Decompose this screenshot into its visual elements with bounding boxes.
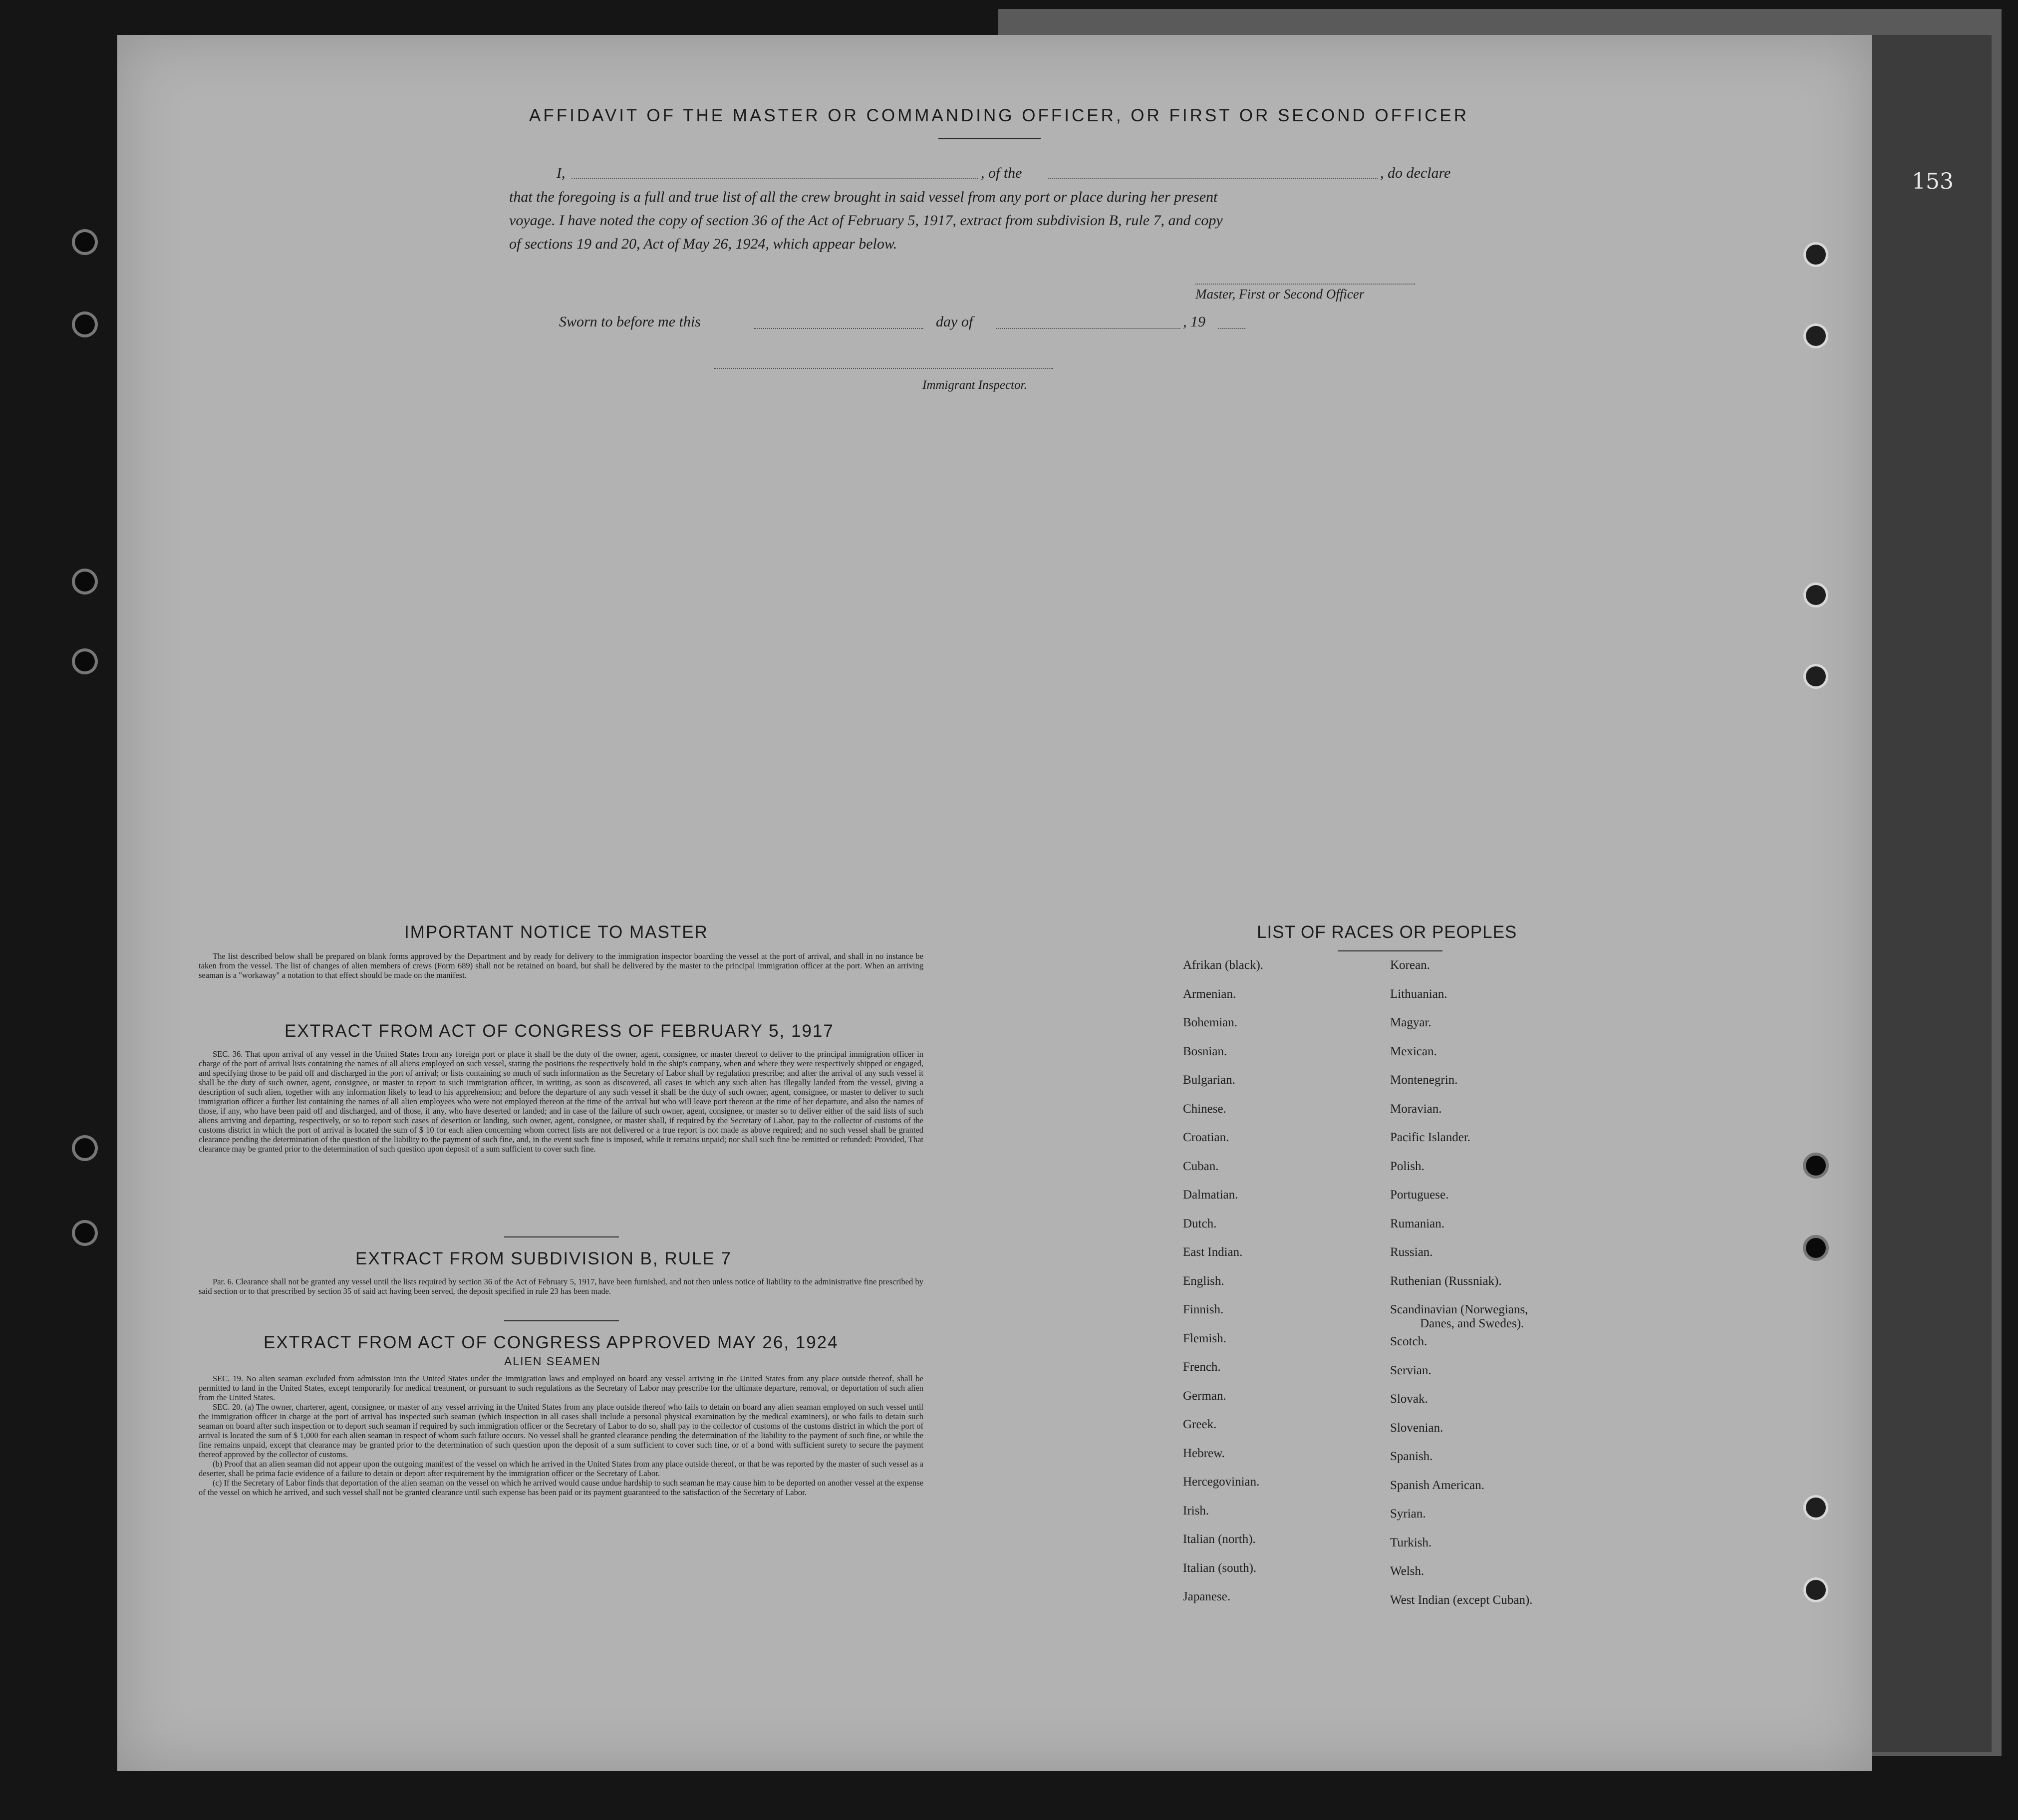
races-title-rule [1338,950,1442,951]
race-item: Afrikan (black). [1183,958,1264,972]
race-item: Bohemian. [1183,1016,1238,1029]
page-binding-edge [1857,35,1992,1752]
section-divider [504,1236,619,1237]
race-item: Finnish. [1183,1303,1224,1316]
binder-hole [1806,585,1826,605]
binder-hole [75,651,95,671]
sworn-year-blank[interactable] [1218,327,1245,329]
race-item: Greek. [1183,1418,1217,1431]
sworn-day-blank[interactable] [754,327,923,329]
race-item: Irish. [1183,1504,1209,1517]
race-item: Russian. [1390,1245,1433,1259]
race-item: Spanish American. [1390,1478,1484,1492]
extract-1924-title: EXTRACT FROM ACT OF CONGRESS APPROVED MAY 26, 1924 [264,1333,839,1352]
race-item: Slovenian. [1390,1421,1443,1435]
binder-hole [1806,1498,1826,1517]
race-item: Bosnian. [1183,1044,1227,1058]
race-item: East Indian. [1183,1245,1243,1259]
race-item: Servian. [1390,1363,1432,1377]
binder-hole [75,314,95,334]
declaration-do-declare: , do declare [1380,165,1451,181]
race-item: Portuguese. [1390,1188,1449,1202]
binder-hole [75,1223,95,1243]
race-item: Turkish. [1390,1535,1432,1549]
binder-hole [75,1138,95,1158]
race-item: Polish. [1390,1159,1425,1173]
notice-text: The list described below shall be prepared on blank forms approved by the Department and by ready for delivery to the immigration inspector boarding the vessel at the port of arrival, and shall in no instance be taken from the vessel. The list of changes of alien members of crews (Form 689) shall not be retained on board, but shall be delivered by the master to the principal immigration officer at the port. When an arriving seaman is a "workaway" a notation to that effect should be made on the manifest. [199,951,923,980]
extract-1917-text: SEC. 36. That upon arrival of any vessel in the United States from any foreign port or place it shall be the duty of the owner, agent, consignee, or master thereof to deliver to the principal immigration officer in charge of the port of arrival lists containing the names of all aliens employed on such vessel, stating the positions the respectively hold in the ship's company, when and where they were respectively shipped or engaged, and specifying those to be paid off and discharged in the port of arrival; or lists containing so much of such information as the Secretary of Labor shall by regulation prescribe; and after the arrival of any such vessel it shall be the duty of such owner, agent, consignee, or master to report to such immigration officer, in writing, as soon as discovered, all cases in which any such alien has illegally landed from the vessel, giving a description of such alien, together with any information likely to lead to his apprehension; and before the departure of any such vessel it shall be the duty of such owner, agent, consignee, or master to deliver to such immigration officer a further list containing the names of all alien employees who were not employed thereon at the time of the arrival but who will leave port thereon at the time of her departure, and also the names of those, if any, who have been paid off and discharged, and of those, if any, who have deserted or landed; and in case of the failure of such owner, agent, consignee, or master so to deliver either of the said lists of such aliens arriving and departing, respectively, or so to report such cases of desertion or landing, such owner, agent, consignee, or master shall, if required by the Secretary of Labor, pay to the collector of customs of the customs district in which the port of arrival is located the sum of $ 10 for each alien concerning whom correct lists are not delivered or a true report is not made as above required; and no such vessel shall be granted clearance pending the determination of the question of the liability to the payment of such fine, and, in the event such fine is imposed, while it remains unpaid; nor shall such fine be remitted or refunded: Provided, That clearance may be granted prior to the determination of such question upon deposit of a sum sufficient to cover such fine. [199,1049,923,1154]
master-signature-blank[interactable] [1195,283,1415,285]
master-signature-label: Master, First or Second Officer [1195,287,1365,302]
race-item: Welsh. [1390,1564,1425,1578]
declaration-line-3: voyage. I have noted the copy of section 36 of the Act of February 5, 1917, extract from subdivision B, rule 7, and copy [509,212,1223,229]
title-rule [938,138,1041,139]
notice-title: IMPORTANT NOTICE TO MASTER [404,922,708,942]
binder-hole [1806,1156,1826,1176]
binder-hole [1806,666,1826,686]
race-item: Spanish. [1390,1450,1433,1463]
day-of-text: day of [936,313,973,330]
declaration-line-4: of sections 19 and 20, Act of May 26, 1924, which appear below. [509,236,897,252]
name-blank[interactable] [572,177,978,179]
extract-1924-subtitle: ALIEN SEAMEN [504,1355,601,1368]
vessel-blank[interactable] [1048,177,1378,179]
race-item: Magyar. [1390,1016,1432,1029]
race-item: Japanese. [1183,1590,1231,1603]
extract-1924-text: SEC. 19. No alien seaman excluded from admission into the United States under the immigration laws and employed on board any vessel arriving in the United States from any place outside thereof, shall be permitted to land in the United States, except temporarily for medical treatment, or pursuant to such regulations as the Secretary of Labor may prescribe for the ultimate departure, removal, or deportation of such alien from the United States. SEC. 20. (a) The owner, charterer, agent, consignee, or master of any vessel arriving in the United States from any place outside thereof who fails to detain on board any alien seaman employed on such vessel until the immigration officer in charge at the port of arrival has inspected such seaman (which inspection in all cases shall include a personal physical examination by the medical examiners), or who fails to detain such seaman on board after such inspection or to deport such seaman if required by such immigration officer or the Secretary of Labor to do so, shall pay to the collector of customs of the customs district in which the port of arrival is located the sum of $ 1,000 for each alien seaman in respect of whom such failure occurs. No vessel shall be granted clearance pending the determination of the liability to the payment of such fine, or while the fine remains unpaid, except that clearance may be granted prior to the determination of such question upon the deposit of a sum sufficient to cover such fine, or of a bond with sufficient surety to secure the payment thereof approved by the collector of customs. (b) Proof that an alien seaman did not appear upon the outgoing manifest of the vessel on which he arrived in the United States from any place outside thereof, or that he was reported by the master of such vessel as a deserter, shall be prima facie evidence of a failure to detain or deport after requirement by the immigration officer or the Secretary of Labor. (c) If the Secretary of Labor finds that deportation of the alien seaman on the vessel on which he arrived would cause undue hardship to such seaman he may cause him to be deported on another vessel at the expense of the vessel on which he arrived, and such vessel shall not be granted clearance until such expense has been paid or its payment guaranteed to the satisfaction of the Secretary of Labor. [199,1374,923,1497]
race-item: Pacific Islander. [1390,1131,1471,1144]
race-item: Syrian. [1390,1507,1426,1520]
extract-rule7-text: Par. 6. Clearance shall not be granted any vessel until the lists required by section 36 of the Act of February 5, 1917, have been furnished, and not then unless notice of liability to the administrative fine prescribed by said section or to that prescribed by section 35 of said act having been served, the deposit specified in rule 23 has been made. [199,1277,923,1296]
binder-hole [1806,326,1826,346]
page-number: 153 [1912,169,1954,194]
race-item: Montenegrin. [1390,1073,1458,1087]
race-item: Scandinavian (Norwegians, [1390,1303,1528,1316]
race-item: Lithuanian. [1390,987,1447,1001]
extract-1917-title: EXTRACT FROM ACT OF CONGRESS OF FEBRUARY 5, 1917 [285,1021,834,1041]
race-item: Moravian. [1390,1102,1442,1116]
race-item: Mexican. [1390,1044,1437,1058]
year-text: , 19 [1183,313,1205,330]
race-item: Scotch. [1390,1335,1428,1348]
race-item: Danes, and Swedes). [1420,1317,1524,1330]
inspector-signature-blank[interactable] [714,367,1053,369]
race-item: West Indian (except Cuban). [1390,1593,1533,1607]
document-sheet [117,35,1872,1771]
race-item: Korean. [1390,958,1430,972]
race-item: Dutch. [1183,1216,1217,1230]
race-item: German. [1183,1389,1226,1403]
binder-hole [1806,245,1826,265]
race-item: Croatian. [1183,1131,1229,1144]
sworn-month-blank[interactable] [996,327,1180,329]
race-item: Italian (north). [1183,1532,1256,1546]
race-item: Cuban. [1183,1159,1219,1173]
binder-hole [1806,1580,1826,1600]
race-item: Chinese. [1183,1102,1226,1116]
inspector-signature-label: Immigrant Inspector. [922,378,1027,392]
declaration-line-2: that the foregoing is a full and true list of all the crew brought in said vessel from any port or place during her present [509,189,1218,205]
race-item: Flemish. [1183,1331,1226,1345]
race-item: Bulgarian. [1183,1073,1235,1087]
race-item: Hebrew. [1183,1446,1225,1460]
race-item: Hercegovinian. [1183,1475,1260,1489]
race-item: French. [1183,1360,1221,1374]
race-item: English. [1183,1274,1224,1288]
declaration-of-the: , of the [981,165,1022,181]
section-divider [504,1320,619,1321]
race-item: Dalmatian. [1183,1188,1238,1202]
declaration-i: I, [557,165,566,181]
race-item: Italian (south). [1183,1561,1257,1575]
race-item: Ruthenian (Russniak). [1390,1274,1502,1288]
extract-rule7-title: EXTRACT FROM SUBDIVISION B, RULE 7 [355,1249,732,1268]
race-item: Slovak. [1390,1392,1428,1406]
race-item: Armenian. [1183,987,1236,1001]
binder-hole [1806,1238,1826,1258]
binder-hole [75,232,95,252]
affidavit-title: AFFIDAVIT OF THE MASTER OR COMMANDING OFFICER, OR FIRST OR SECOND OFFICER [529,106,1469,125]
race-item: Rumanian. [1390,1216,1445,1230]
binder-hole [75,572,95,592]
races-title: LIST OF RACES OR PEOPLES [1257,922,1517,942]
sworn-text: Sworn to before me this [559,313,701,330]
